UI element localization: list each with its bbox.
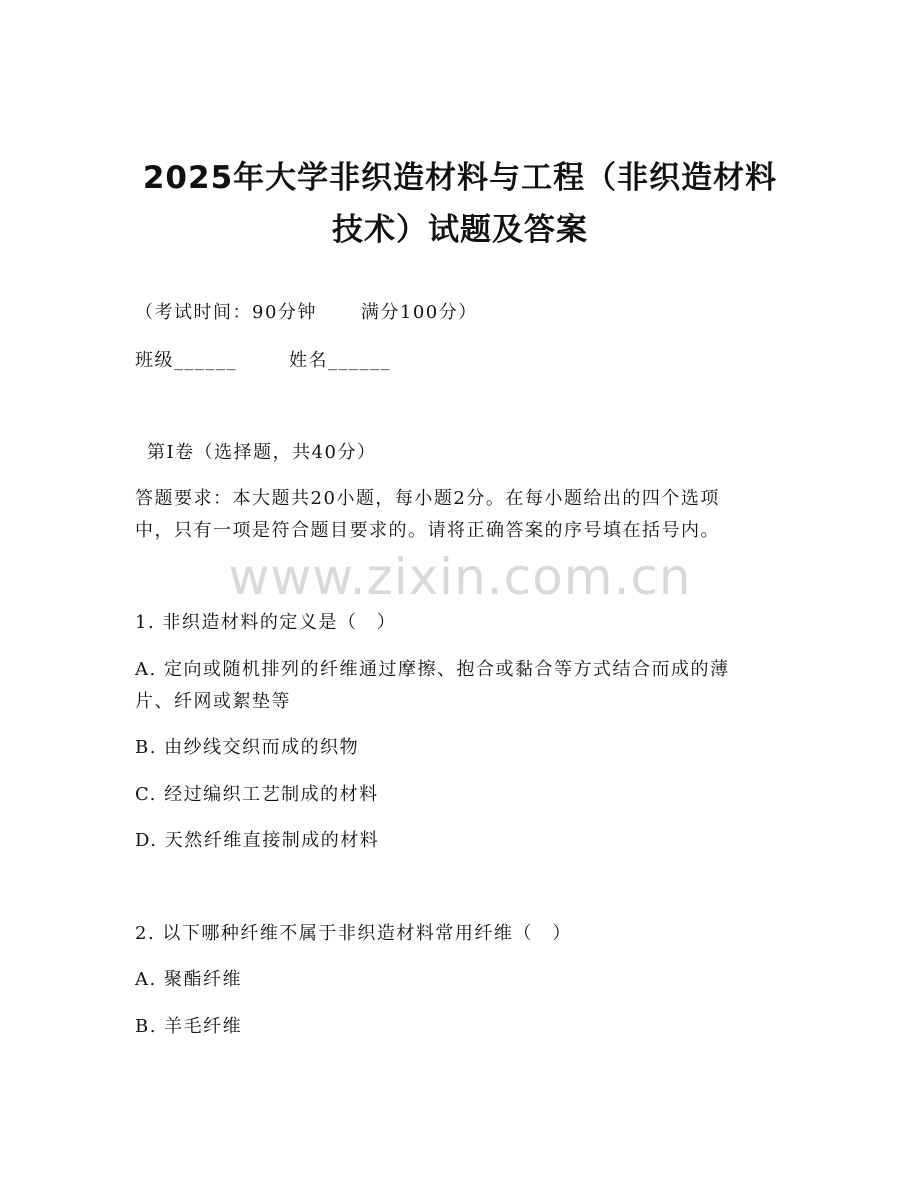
class-field: 班级______ — [135, 350, 237, 371]
question-2-stem: 2. 以下哪种纤维不属于非织造材料常用纤维（ ） — [135, 923, 572, 944]
exam-time: （考试时间：90分钟 — [135, 302, 317, 323]
question-1-stem: 1. 非织造材料的定义是（ ） — [135, 612, 397, 633]
question-1-option-b: B. 由纱线交织而成的织物 — [135, 737, 360, 758]
student-fields — [135, 347, 391, 375]
instructions-line2: 中，只有一项是符合题目要求的。请将正确答案的序号填在括号内。 — [135, 520, 720, 541]
section-heading: 第I卷（选择题，共40分） — [147, 442, 377, 463]
name-field: 姓名______ — [289, 350, 391, 371]
question-2-option-a: A. 聚酯纤维 — [135, 969, 242, 990]
question-1-option-a-continued: 片、纤网或絮垫等 — [135, 691, 291, 712]
full-score: 满分100分） — [360, 302, 478, 323]
document-title-line2: 技术）试题及答案 — [332, 212, 588, 248]
watermark: www.zixin.com.cn — [228, 548, 692, 606]
document-title-line1: 2025年大学非织造材料与工程（非织造材料 — [142, 160, 778, 196]
question-1-option-a: A. 定向或随机排列的纤维通过摩擦、抱合或黏合等方式结合而成的薄 — [135, 659, 730, 680]
exam-info — [135, 299, 478, 327]
question-1-option-d: D. 天然纤维直接制成的材料 — [135, 830, 380, 851]
question-2-option-b: B. 羊毛纤维 — [135, 1016, 243, 1037]
question-1-option-c: C. 经过编织工艺制成的材料 — [135, 784, 379, 805]
instructions-line1: 答题要求：本大题共20小题，每小题2分。在每小题给出的四个选项 — [135, 488, 720, 509]
